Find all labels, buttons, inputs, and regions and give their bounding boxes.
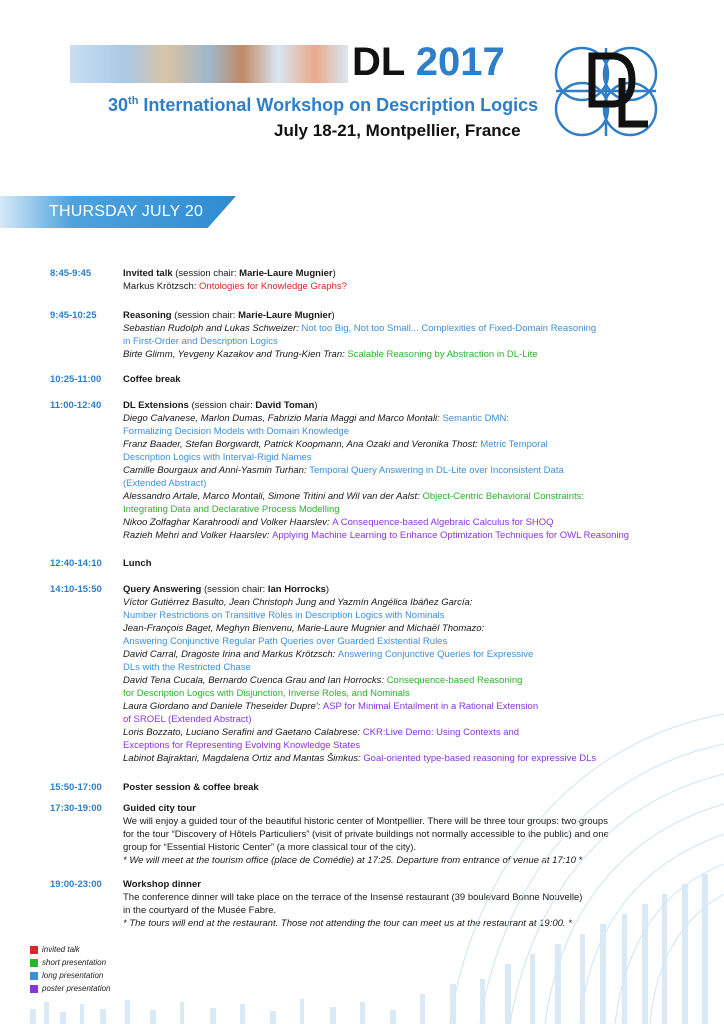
talk-title: Consequence-based Reasoning <box>386 675 523 686</box>
talk-title: Not too Big, Not too Small... Complexities of Fixed-Domain Reasoning <box>301 323 597 334</box>
session-time: 12:40-14:10 <box>50 558 102 569</box>
session-line <box>123 829 609 841</box>
session-line <box>123 413 509 425</box>
session-text: * We will meet at the tourism office (place de Comédie) at 17:25. Departure from entrance of venue at 17:10 * <box>123 855 583 866</box>
session-text: Nikoo Zolfaghar Karahroodi and Volker Haarslev: <box>123 517 333 528</box>
session-line <box>123 701 538 713</box>
session-text: Alessandro Artale, Marco Montali, Simone Tritini and Wil van der Aalst: <box>123 491 423 502</box>
talk-title: of SROEL (Extended Abstract) <box>123 714 252 725</box>
session-text: ) <box>331 310 335 321</box>
talk-title: Answering Conjunctive Regular Path Queries over Guarded Existential Rules <box>123 636 448 647</box>
session-line <box>123 753 596 765</box>
talk-title: Description Logics with Interval-Rigid Names <box>123 452 312 463</box>
session-text: for the tour “Discovery of Hôtels Particuliers” (visit of private buildings not normally accessible to the public) and one <box>123 829 609 840</box>
session-text: Razieh Mehri and Volker Haarslev: <box>123 530 273 541</box>
session-line <box>123 452 312 464</box>
subtitle-number: 30 <box>108 95 129 115</box>
talk-title: Scalable Reasoning by Abstraction in DL-Lite <box>347 349 538 360</box>
title-dl: DL <box>352 40 416 84</box>
session-text: Coffee break <box>123 374 181 385</box>
session-text: Loris Bozzato, Luciano Serafini and Gaetano Calabrese: <box>123 727 363 738</box>
session-title <box>123 584 329 596</box>
session-line <box>123 816 608 828</box>
session-text: Camille Bourgaux and Anni-Yasmin Turhan: <box>123 465 310 476</box>
session-line <box>123 636 447 648</box>
talk-title: in First-Order and Description Logics <box>123 336 278 347</box>
session-time: 15:50-17:00 <box>50 782 102 793</box>
legend-label: long presentation <box>42 971 104 980</box>
session-line <box>123 439 548 451</box>
legend-label: invited talk <box>42 945 80 954</box>
legend-label: poster presentation <box>42 984 111 993</box>
session-text: We will enjoy a guided tour of the beautiful historic center of Montpellier. There will be three tour groups: two groups <box>123 816 608 827</box>
legend-swatch <box>30 946 38 954</box>
legend-swatch <box>30 959 38 967</box>
session-title <box>123 400 317 412</box>
legend-label: short presentation <box>42 958 107 967</box>
session-line <box>123 905 276 917</box>
session-line <box>123 323 596 335</box>
workshop-dates: July 18-21, Montpellier, France <box>274 121 521 140</box>
session-text: ) <box>325 584 330 595</box>
session-line <box>123 855 582 867</box>
session-text: Labinot Bajraktari, Magdalena Ortiz and Mantas Šimkus: <box>123 753 364 764</box>
talk-title: Ontologies for Knowledge Graphs? <box>199 281 347 292</box>
session-line <box>123 349 538 361</box>
session-line <box>123 714 252 726</box>
session-title <box>123 558 152 570</box>
session-line <box>123 842 416 854</box>
session-text: David Toman <box>255 400 315 411</box>
session-text: ) <box>314 400 318 411</box>
session-text: Marie-Laure Mugnier <box>238 310 332 321</box>
session-text: Markus Krötzsch: <box>123 281 200 292</box>
legend-swatch <box>30 985 38 993</box>
session-text: in the courtyard of the Musée Fabre. <box>123 905 277 916</box>
talk-title: Semantic DMN: <box>442 413 509 424</box>
session-time: 8:45-9:45 <box>50 268 92 279</box>
session-time: 19:00-23:00 <box>50 879 102 890</box>
session-time: 9:45-10:25 <box>50 310 97 321</box>
session-line <box>123 478 206 490</box>
day-heading: THURSDAY JULY 20 <box>49 203 204 220</box>
session-line <box>123 530 629 542</box>
session-line <box>123 675 522 687</box>
session-line <box>123 336 278 348</box>
session-line <box>123 610 445 622</box>
session-title <box>123 879 201 891</box>
session-title <box>123 803 196 815</box>
session-text: Ian Horrocks <box>267 584 326 595</box>
title-year: 2017 <box>415 40 505 84</box>
session-text: Diego Calvanese, Marlon Dumas, Fabrizio Maria Maggi and Marco Montali: <box>123 413 443 424</box>
session-text: group for “Essential Historic Center” (a more classical tour of the city). <box>123 842 417 853</box>
subtitle-ordinal: th <box>128 95 139 107</box>
session-text: (session chair: <box>172 268 240 279</box>
session-line <box>123 727 519 739</box>
session-text: (session chair: <box>201 584 268 595</box>
session-title <box>123 782 259 794</box>
session-text: Laura Giordano and Daniele Theseider Dupre': <box>123 701 323 712</box>
talk-title: Goal-oriented type-based reasoning for expressive DLs <box>363 753 597 764</box>
talk-title: CKR:Live Demo: Using Contexts and <box>362 727 520 738</box>
session-text: Workshop dinner <box>123 879 201 890</box>
session-text: Jean-François Baget, Meghyn Bienvenu, Marie-Laure Mugnier and Michaël Thomazo: <box>123 623 485 634</box>
session-text: Invited talk <box>123 268 173 279</box>
header-photo-banner <box>70 45 348 83</box>
session-line <box>123 688 410 700</box>
session-text: Franz Baader, Stefan Borgwardt, Patrick Koopmann, Ana Ozaki and Veronika Thost: <box>123 439 481 450</box>
session-line <box>123 281 347 293</box>
session-text: Lunch <box>123 558 152 569</box>
session-line <box>123 517 554 529</box>
talk-title: DLs with the Restricted Chase <box>123 662 251 673</box>
session-time: 17:30-19:00 <box>50 803 102 814</box>
session-text: Sebastian Rudolph and Lukas Schweizer: <box>123 323 302 334</box>
session-title <box>123 268 336 280</box>
session-title <box>123 374 181 386</box>
session-line <box>123 623 484 635</box>
talk-title: A Consequence-based Algebraic Calculus for SHOQ <box>332 517 554 528</box>
talk-title: Temporal Query Answering in DL-Lite over Inconsistent Data <box>309 465 564 476</box>
session-line <box>123 426 349 438</box>
session-line <box>123 504 340 516</box>
talk-title: ASP for Minimal Entailment in a Rational Extension <box>322 701 539 712</box>
session-text: Guided city tour <box>123 803 196 814</box>
session-text: ) <box>332 268 336 279</box>
session-time: 11:00-12:40 <box>50 400 102 411</box>
talk-title: Formalizing Decision Models with Domain Knowledge <box>123 426 349 437</box>
session-text: Query Answering <box>123 584 202 595</box>
talk-title: Answering Conjunctive Queries for Expressive <box>337 649 534 660</box>
session-line <box>123 649 533 661</box>
dl-logo-icon <box>552 44 660 139</box>
session-line <box>123 892 582 904</box>
session-line <box>123 491 584 503</box>
session-time: 14:10-15:50 <box>50 584 102 595</box>
session-line <box>123 740 360 752</box>
session-text: Reasoning <box>123 310 172 321</box>
page-title <box>352 40 505 84</box>
session-text: Birte Glimm, Yevgeny Kazakov and Trung-Kien Tran: <box>123 349 348 360</box>
session-text: Poster session & coffee break <box>123 782 259 793</box>
session-text: (session chair: <box>188 400 256 411</box>
talk-title: Object-Centric Behavioral Constraints: <box>422 491 585 502</box>
legend-swatch <box>30 972 38 980</box>
talk-title: Applying Machine Learning to Enhance Optimization Techniques for OWL Reasoning <box>272 530 630 541</box>
session-text: Marie-Laure Mugnier <box>239 268 333 279</box>
session-text: Víctor Gutiérrez Basulto, Jean Christoph Jung and Yazmín Angélica Ibáñez García: <box>123 597 473 608</box>
talk-title: for Description Logics with Disjunction, Inverse Roles, and Nominals <box>123 688 410 699</box>
talk-title: (Extended Abstract) <box>123 478 207 489</box>
subtitle-text: International Workshop on Description Logics <box>138 95 539 115</box>
session-line <box>123 918 572 930</box>
session-title <box>123 310 335 322</box>
session-line <box>123 465 564 477</box>
session-text: * The tours will end at the restaurant. Those not attending the tour can meet us at the restaurant at 19:00. * <box>123 918 572 929</box>
talk-title: Exceptions for Representing Evolving Knowledge States <box>123 740 361 751</box>
session-time: 10:25-11:00 <box>50 374 102 385</box>
talk-title: Integrating Data and Declarative Process Modelling <box>123 504 340 515</box>
talk-title: Number Restrictions on Transitive Roles in Description Logics with Nominals <box>123 610 445 621</box>
session-text: (session chair: <box>171 310 239 321</box>
session-line <box>123 662 251 674</box>
session-line <box>123 597 472 609</box>
session-text: David Carral, Dragoste Irina and Markus Krötzsch: <box>123 649 338 660</box>
talk-title: Metric Temporal <box>480 439 548 450</box>
session-text: DL Extensions <box>123 400 189 411</box>
session-text: The conference dinner will take place on the terrace of the Insensé restaurant (39 boulevard Bonne Nouvelle) <box>123 892 583 903</box>
session-text: David Tena Cucala, Bernardo Cuenca Grau and Ian Horrocks: <box>123 675 387 686</box>
workshop-subtitle <box>108 95 538 116</box>
